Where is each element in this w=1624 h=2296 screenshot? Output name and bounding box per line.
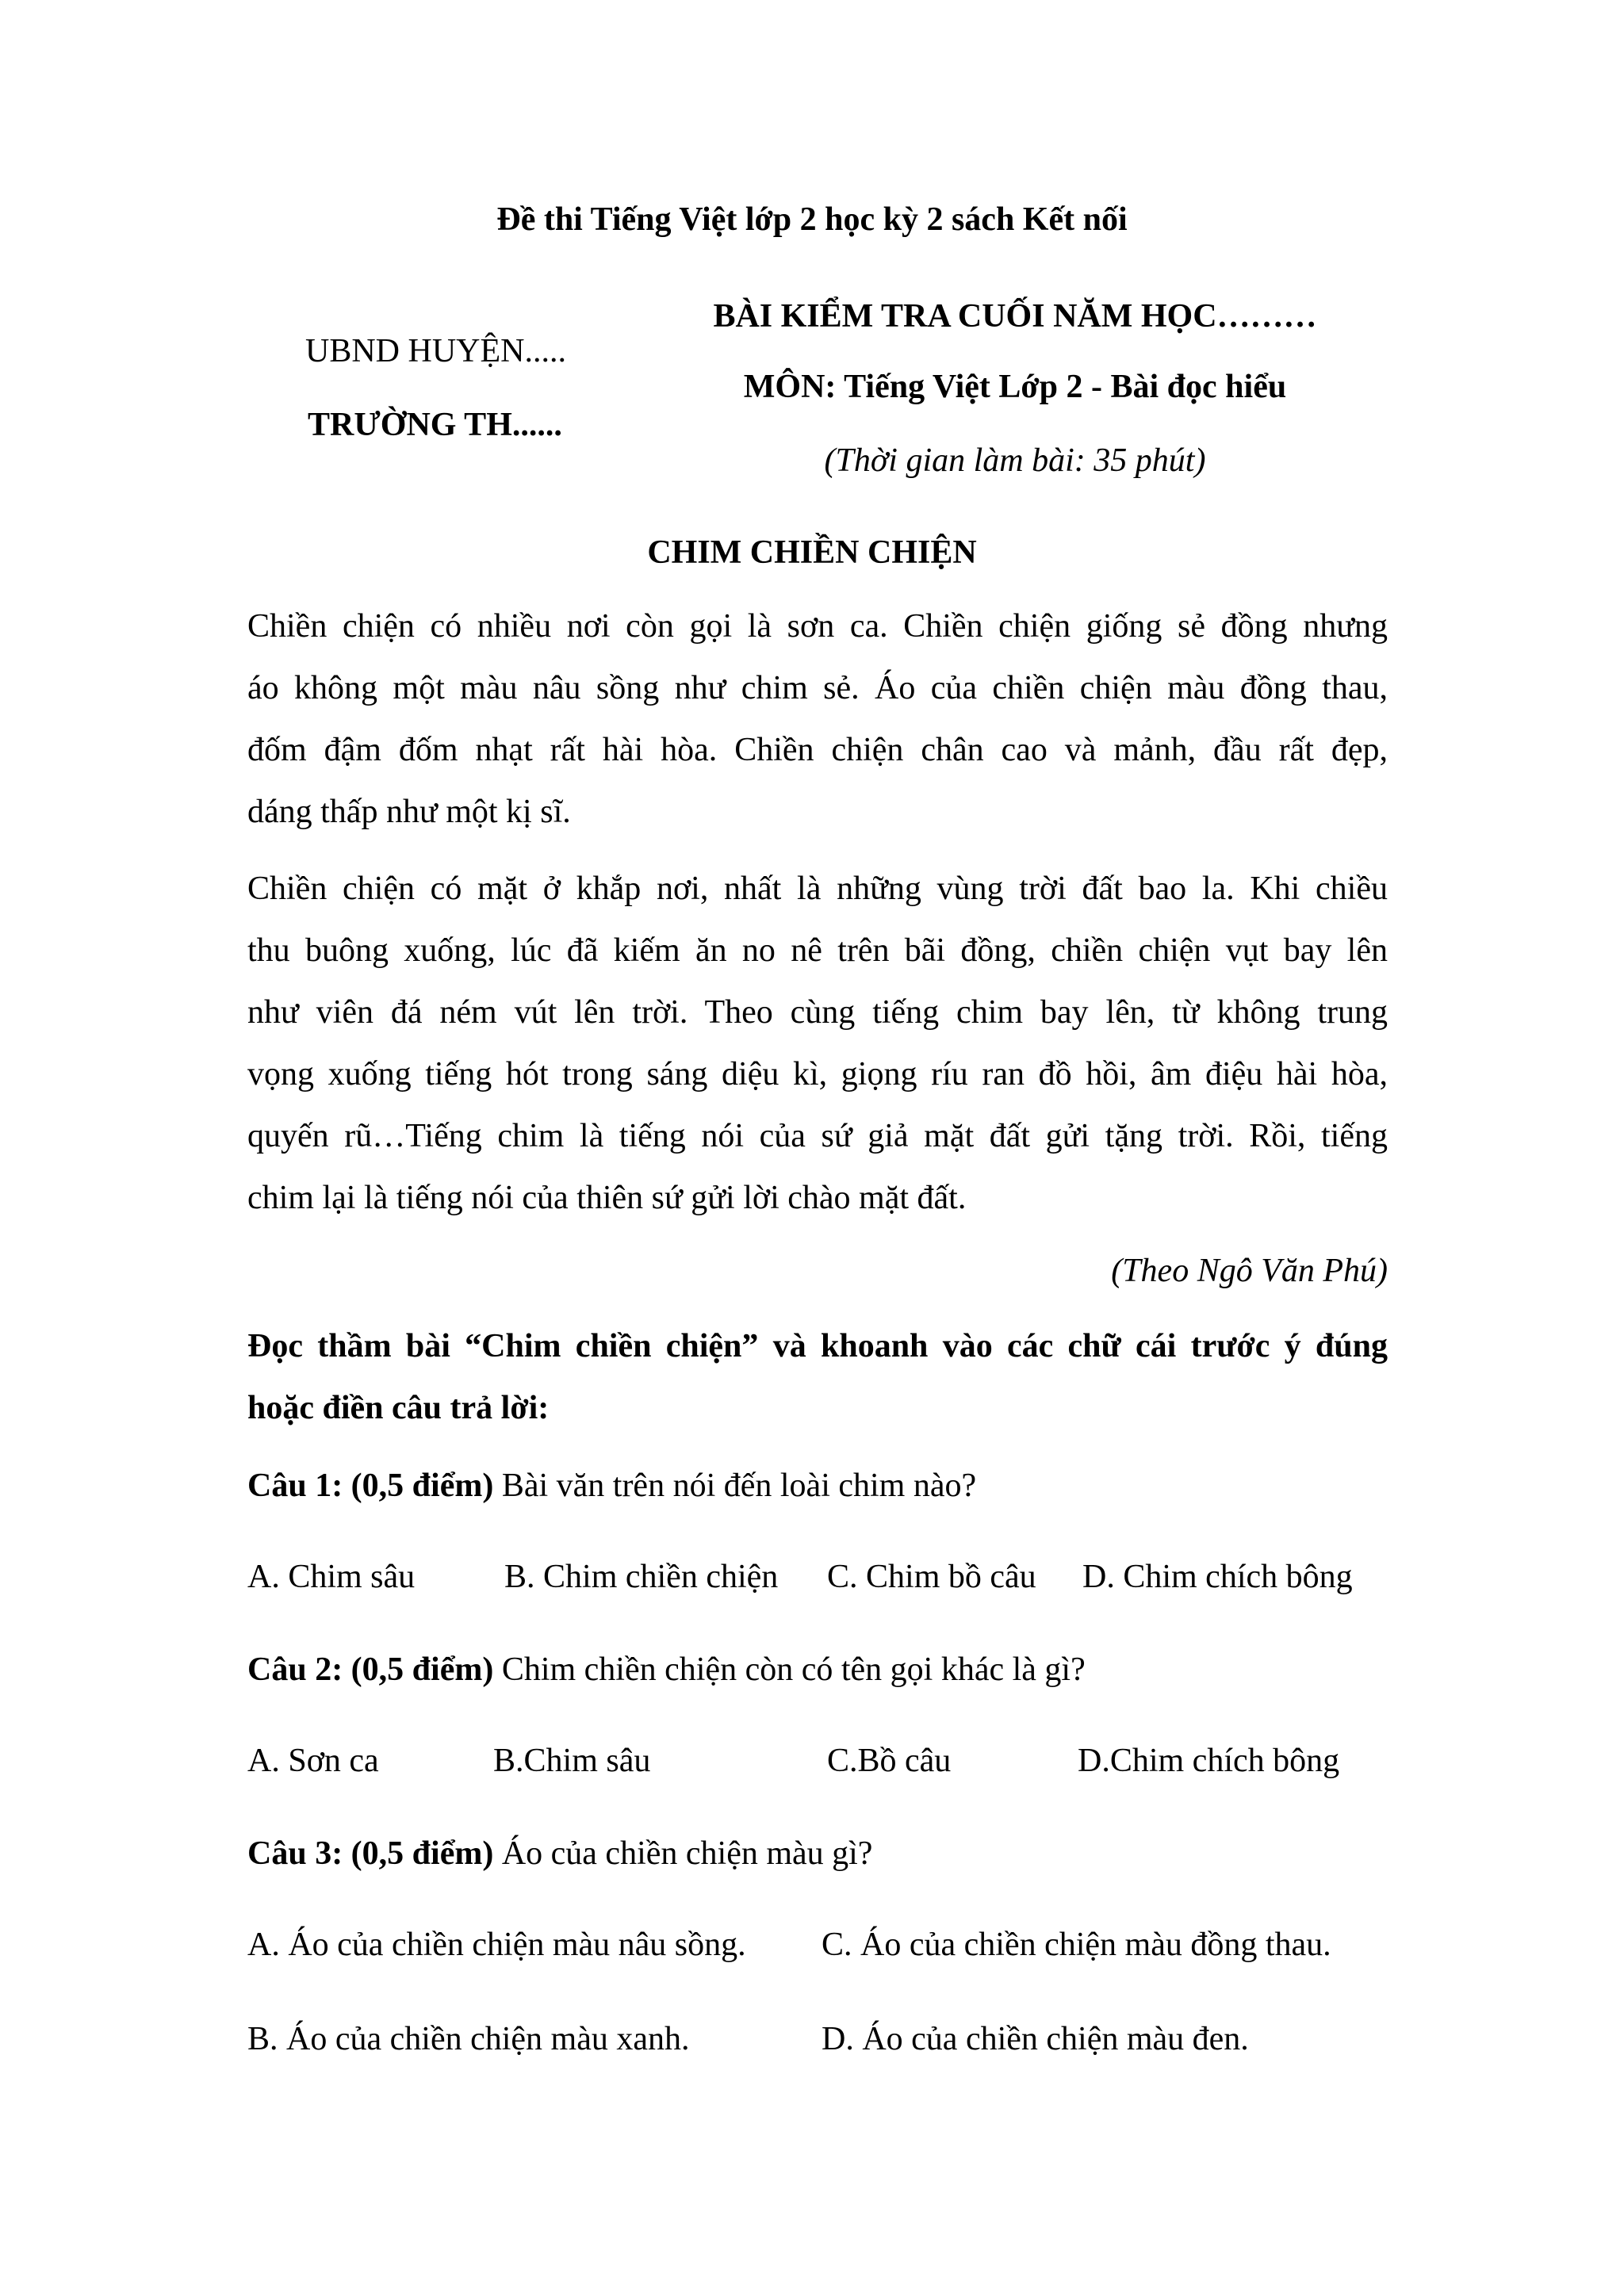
paragraph-line: dáng thấp như một kị sĩ.	[247, 794, 571, 830]
document-title: Đề thi Tiếng Việt lớp 2 học kỳ 2 sách Kết nối	[496, 201, 1128, 238]
paragraph-line: như viên đá ném vút lên trời. Theo cùng tiếng chim bay lên, từ không trung	[247, 994, 1388, 1031]
q2-option-b[interactable]: B.Chim sâu	[493, 1743, 651, 1779]
question-label: Câu 3: (0,5 điểm)	[247, 1835, 494, 1872]
q1-option-a[interactable]: A. Chim sâu	[247, 1559, 416, 1595]
question-text: Chim chiền chiện còn có tên gọi khác là gì?	[493, 1651, 1086, 1688]
q2-option-a[interactable]: A. Sơn ca	[247, 1743, 379, 1779]
question-2	[247, 1653, 1086, 1686]
exam-title: BÀI KIỂM TRA CUỐI NĂM HỌC………	[713, 298, 1317, 335]
q2-option-d[interactable]: D.Chim chích bông	[1078, 1743, 1340, 1779]
paragraph-line: áo không một màu nâu sồng như chim sẻ. Áo của chiền chiện màu đồng thau,	[247, 670, 1388, 706]
time-limit: (Thời gian làm bài: 35 phút)	[824, 442, 1206, 479]
q1-option-c[interactable]: C. Chim bồ câu	[827, 1559, 1036, 1595]
question-1	[247, 1469, 976, 1502]
question-label: Câu 2: (0,5 điểm)	[247, 1651, 494, 1688]
story-source: (Theo Ngô Văn Phú)	[1111, 1253, 1388, 1289]
paragraph-line: Chiền chiện có nhiều nơi còn gọi là sơn ca. Chiền chiện giống sẻ đồng nhưng	[247, 608, 1388, 645]
question-3	[247, 1837, 872, 1870]
instruction-line: Đọc thầm bài “Chim chiền chiện” và khoanh vào các chữ cái trước ý đúng	[247, 1328, 1388, 1364]
question-label: Câu 1: (0,5 điểm)	[247, 1468, 494, 1504]
q3-option-d[interactable]: D. Áo của chiền chiện màu đen.	[822, 2021, 1249, 2057]
q1-option-b[interactable]: B. Chim chiền chiện	[504, 1559, 779, 1595]
paragraph-line: Chiền chiện có mặt ở khắp nơi, nhất là những vùng trời đất bao la. Khi chiều	[247, 871, 1388, 907]
district-label: UBND HUYỆN.....	[305, 333, 566, 369]
instruction-line: hoặc điền câu trả lời:	[247, 1390, 550, 1426]
school-label: TRƯỜNG TH......	[308, 407, 562, 443]
story-paragraph-2	[247, 858, 1388, 1229]
subject-line: MÔN: Tiếng Việt Lớp 2 - Bài đọc hiểu	[743, 369, 1287, 405]
paragraph-line: vọng xuống tiếng hót trong sáng diệu kì, giọng ríu ran đồ hồi, âm điệu hài hòa,	[247, 1056, 1388, 1093]
paragraph-line: đốm đậm đốm nhạt rất hài hòa. Chiền chiện chân cao và mảnh, đầu rất đẹp,	[247, 732, 1388, 768]
question-text: Áo của chiền chiện màu gì?	[493, 1835, 873, 1872]
story-title: CHIM CHIỀN CHIỆN	[647, 534, 977, 571]
instruction	[247, 1315, 1388, 1439]
q3-option-c[interactable]: C. Áo của chiền chiện màu đồng thau.	[822, 1927, 1331, 1963]
paragraph-line: chim lại là tiếng nói của thiên sứ gửi lời chào mặt đất.	[247, 1180, 967, 1216]
story-paragraph-1	[247, 595, 1388, 843]
paragraph-line: quyến rũ…Tiếng chim là tiếng nói của sứ giả mặt đất gửi tặng trời. Rồi, tiếng	[247, 1118, 1388, 1154]
paragraph-line: thu buông xuống, lúc đã kiếm ăn no nê trên bãi đồng, chiền chiện vụt bay lên	[247, 932, 1388, 969]
question-text: Bài văn trên nói đến loài chim nào?	[493, 1468, 977, 1504]
q3-option-b[interactable]: B. Áo của chiền chiện màu xanh.	[247, 2021, 690, 2057]
q1-option-d[interactable]: D. Chim chích bông	[1082, 1559, 1353, 1595]
q3-option-a[interactable]: A. Áo của chiền chiện màu nâu sồng.	[247, 1927, 746, 1963]
q2-option-c[interactable]: C.Bồ câu	[827, 1743, 952, 1779]
